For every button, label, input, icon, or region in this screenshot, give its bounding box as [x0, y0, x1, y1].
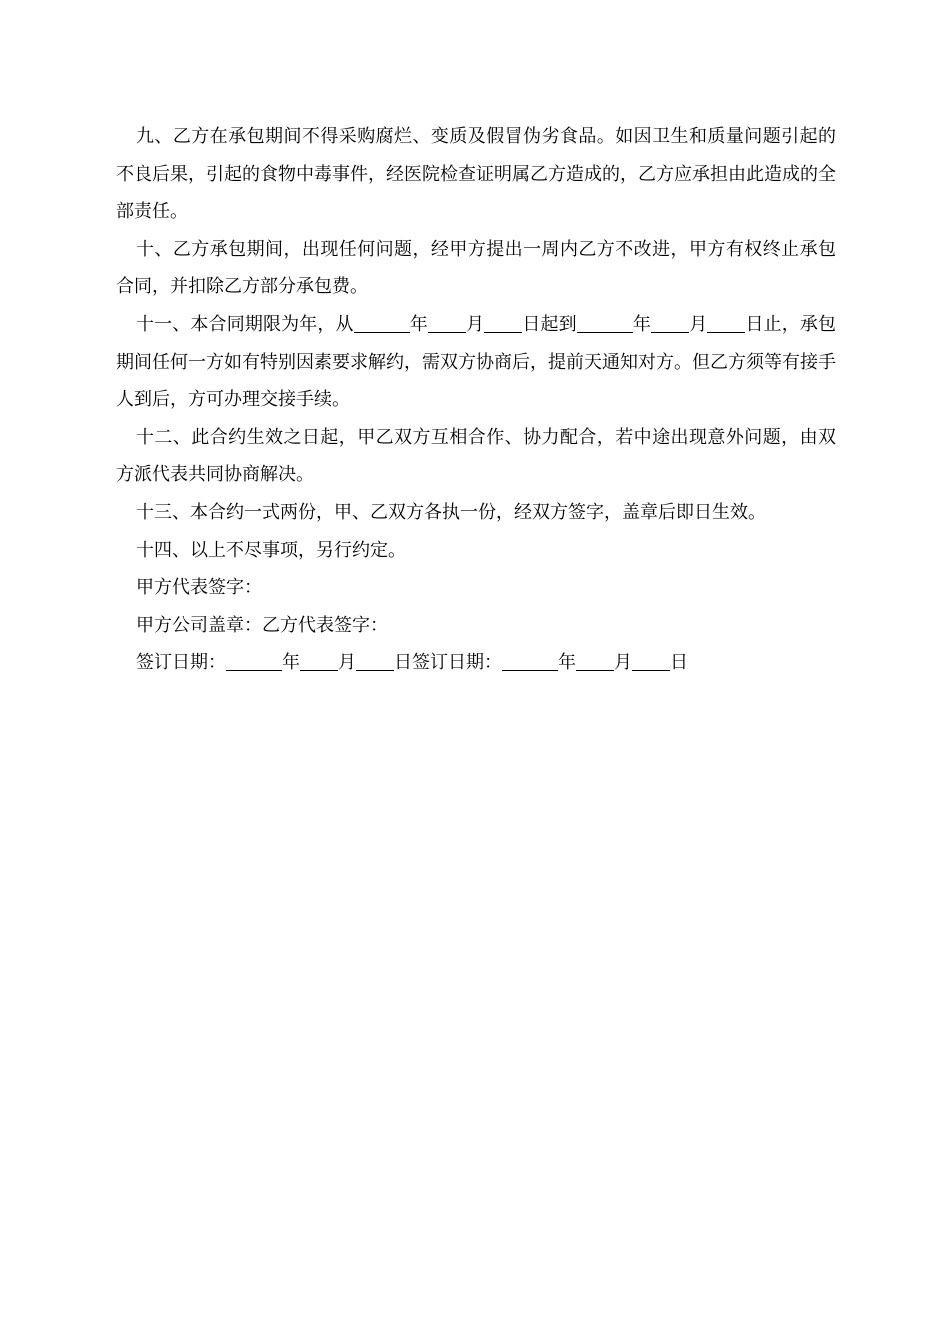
blank-sign-month-2[interactable] — [576, 652, 614, 671]
clause-10: 十、乙方承包期间，出现任何问题，经甲方提出一周内乙方不改进，甲方有权终止承包合同，并扣除乙方部分承包费。 — [116, 238, 836, 298]
clause-11 — [116, 306, 836, 419]
sign-year-label-2: 年 — [558, 652, 576, 674]
sign-date-label-2: 日签订日期： — [394, 652, 502, 674]
blank-sign-day-1[interactable] — [356, 652, 394, 671]
blank-sign-year-1[interactable] — [226, 652, 282, 671]
sign-month-label-1: 月 — [338, 652, 356, 674]
blank-end-year[interactable] — [577, 314, 633, 333]
blank-sign-month-1[interactable] — [300, 652, 338, 671]
clause-11-prefix: 十一、本合同期限为年，从 — [136, 313, 354, 335]
blank-end-month[interactable] — [651, 314, 689, 333]
clause-12: 十二、此合约生效之日起，甲乙双方互相合作、协力配合，若中途出现意外问题，由双方派代表共同协商解决。 — [116, 426, 836, 486]
clause-11-month-label: 月 — [465, 313, 485, 335]
blank-sign-year-2[interactable] — [502, 652, 558, 671]
clause-13: 十三、本合约一式两份，甲、乙双方各执一份，经双方签字，盖章后即日生效。 — [136, 501, 766, 523]
seal-and-party-b-signature-line: 甲方公司盖章：乙方代表签字： — [136, 614, 388, 636]
clause-11-to-label: 日止， — [745, 313, 800, 335]
sign-month-label-2: 月 — [614, 652, 632, 674]
sign-day-label-2: 日 — [670, 652, 688, 674]
sign-date-label-1: 签订日期： — [136, 652, 226, 674]
blank-start-year[interactable] — [354, 314, 410, 333]
blank-sign-day-2[interactable] — [632, 652, 670, 671]
blank-start-month[interactable] — [428, 314, 466, 333]
clause-9: 九、乙方在承包期间不得采购腐烂、变质及假冒伪劣食品。如因卫生和质量问题引起的不良后果，引起的食物中毒事件，经医院检查证明属乙方造成的，乙方应承担由此造成的全部责任。 — [116, 126, 836, 223]
clause-11-year-label: 年 — [409, 313, 428, 335]
document-body — [116, 118, 836, 682]
clause-11-from-label: 日起到 — [522, 313, 577, 335]
sign-date-line — [116, 644, 836, 682]
clause-11-rest: 承包期间任何一方如有特别因素要求解约，需双方协商后，提前天通知对方。但乙方须等有接手人到后，方可办理交接手续。 — [116, 313, 837, 411]
clause-11-end-month-label: 月 — [689, 313, 708, 335]
sign-year-label-1: 年 — [282, 652, 300, 674]
blank-start-day[interactable] — [484, 314, 522, 333]
party-a-signature-line: 甲方代表签字： — [136, 577, 262, 599]
clause-14: 十四、以上不尽事项，另行约定。 — [136, 539, 406, 561]
blank-end-day[interactable] — [707, 314, 745, 333]
clause-11-end-year-label: 年 — [632, 313, 652, 335]
